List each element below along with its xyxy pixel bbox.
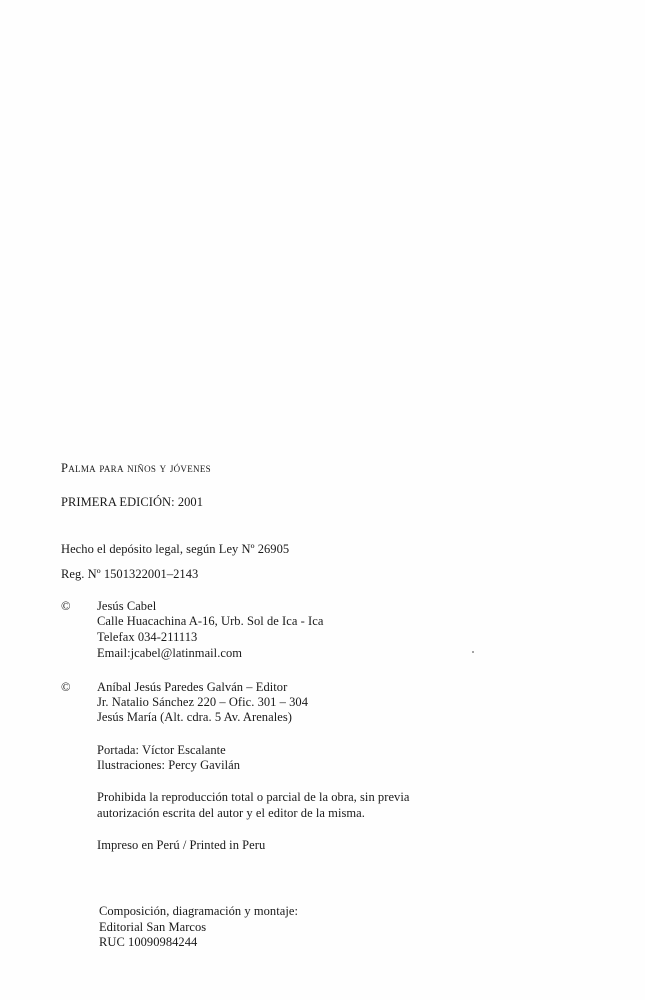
author-name: Jesús Cabel [97,599,157,613]
copyright-symbol-author: © [61,599,71,613]
production-credit-line-2: Editorial San Marcos [99,920,207,934]
scan-speck [472,651,474,653]
rights-notice-line-1: Prohibida la reproducción total o parcial de la obra, sin previa [97,790,410,804]
editor-name: Aníbal Jesús Paredes Galván – Editor [97,680,288,694]
rights-notice-line-2: autorización escrita del autor y el editor de la misma. [97,806,365,820]
author-phone: Telefax 034-211113 [97,630,198,644]
production-credit-line-1: Composición, diagramación y montaje: [99,904,298,918]
author-email: Email:jcabel@latinmail.com [97,646,243,660]
legal-deposit: Hecho el depósito legal, según Ley Nº 26905 [61,542,290,556]
cover-credit: Portada: Víctor Escalante [97,743,226,757]
author-address: Calle Huacachina A-16, Urb. Sol de Ica - Ica [97,614,324,628]
editor-address: Jr. Natalio Sánchez 220 – Ofic. 301 – 304 [97,695,309,709]
registration-number: Reg. Nº 1501322001–2143 [61,567,199,581]
illustrations-credit: Ilustraciones: Percy Gavilán [97,758,241,772]
edition-line: PRIMERA EDICIÓN: 2001 [61,495,204,509]
tax-id: RUC 10090984244 [99,935,198,949]
book-title: Palma para niños y jóvenes [61,461,211,475]
copyright-symbol-editor: © [61,680,71,694]
editor-district: Jesús María (Alt. cdra. 5 Av. Arenales) [97,710,292,724]
printed-in: Impreso en Perú / Printed in Peru [97,838,266,852]
